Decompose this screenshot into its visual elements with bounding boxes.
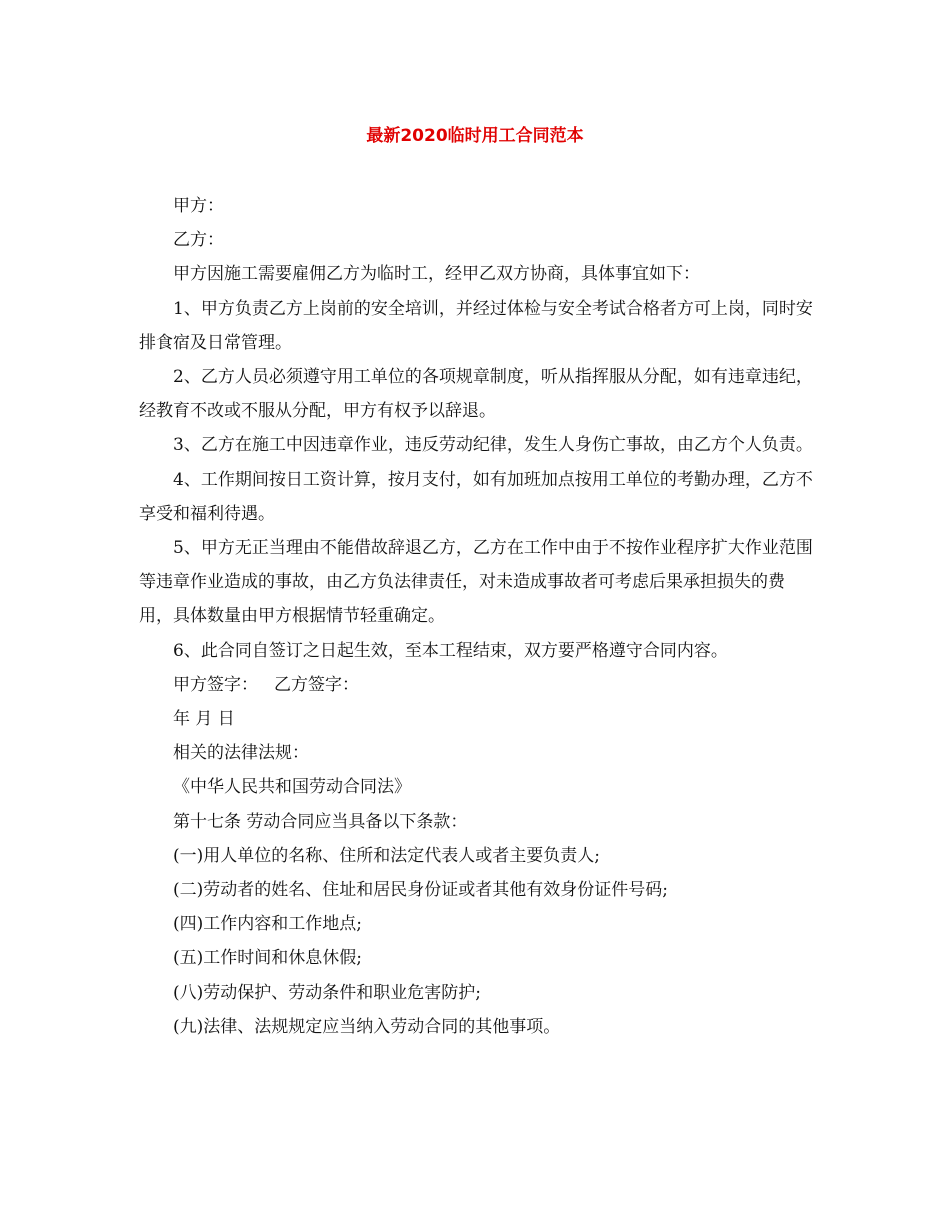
law-name: 《中华人民共和国劳动合同法》 (173, 777, 411, 798)
signature-a: 甲方签字： (173, 674, 258, 695)
clause-5: 5、甲方无正当理由不能借故辞退乙方，乙方在工作中由于不按作业程序扩大作业范围等违章作业造成的事故，由乙方负法律责任，对未造成事故者可考虑后果承担损失的费用，具体数量由甲方根据情节轻重确定。 (139, 538, 813, 627)
signature-b: 乙方签字： (274, 674, 359, 695)
article-item-5: (五)工作时间和休息休假; (173, 948, 362, 969)
document-body (139, 189, 813, 1044)
clause-2: 2、乙方人员必须遵守用工单位的各项规章制度，听从指挥服从分配，如有违章违纪，经教育不改或不服从分配，甲方有权予以辞退。 (139, 367, 813, 422)
intro-paragraph: 甲方因施工需要雇佣乙方为临时工，经甲乙双方协商，具体事宜如下： (173, 264, 700, 285)
article-item-4: (四)工作内容和工作地点; (173, 914, 362, 935)
article-item-1: (一)用人单位的名称、住所和法定代表人或者主要负责人; (173, 845, 600, 866)
party-a-line: 甲方： (173, 196, 224, 216)
article-item-8: (八)劳动保护、劳动条件和职业危害防护; (173, 982, 481, 1003)
related-laws-heading: 相关的法律法规： (173, 743, 309, 764)
clause-3: 3、乙方在施工中因违章作业，违反劳动纪律，发生人身伤亡事故，由乙方个人负责。 (173, 435, 813, 456)
party-b-line: 乙方： (173, 230, 224, 251)
clause-1: 1、甲方负责乙方上岗前的安全培训，并经过体检与安全考试合格者方可上岗，同时安排食宿及日常管理。 (139, 298, 813, 353)
document-title: 最新2020临时用工合同范本 (366, 126, 584, 146)
clause-4: 4、工作期间按日工资计算，按月支付，如有加班加点按用工单位的考勤办理，乙方不享受和福利待遇。 (139, 469, 813, 524)
article-item-2: (二)劳动者的姓名、住址和居民身份证或者其他有效身份证件号码; (173, 880, 668, 901)
date-line: 年 月 日 (173, 709, 235, 730)
article-17-heading: 第十七条 劳动合同应当具备以下条款： (173, 811, 468, 832)
signature-line (139, 668, 813, 702)
article-item-9: (九)法律、法规规定应当纳入劳动合同的其他事项。 (173, 1016, 561, 1037)
clause-6: 6、此合同自签订之日起生效，至本工程结束，双方要严格遵守合同内容。 (173, 640, 728, 661)
